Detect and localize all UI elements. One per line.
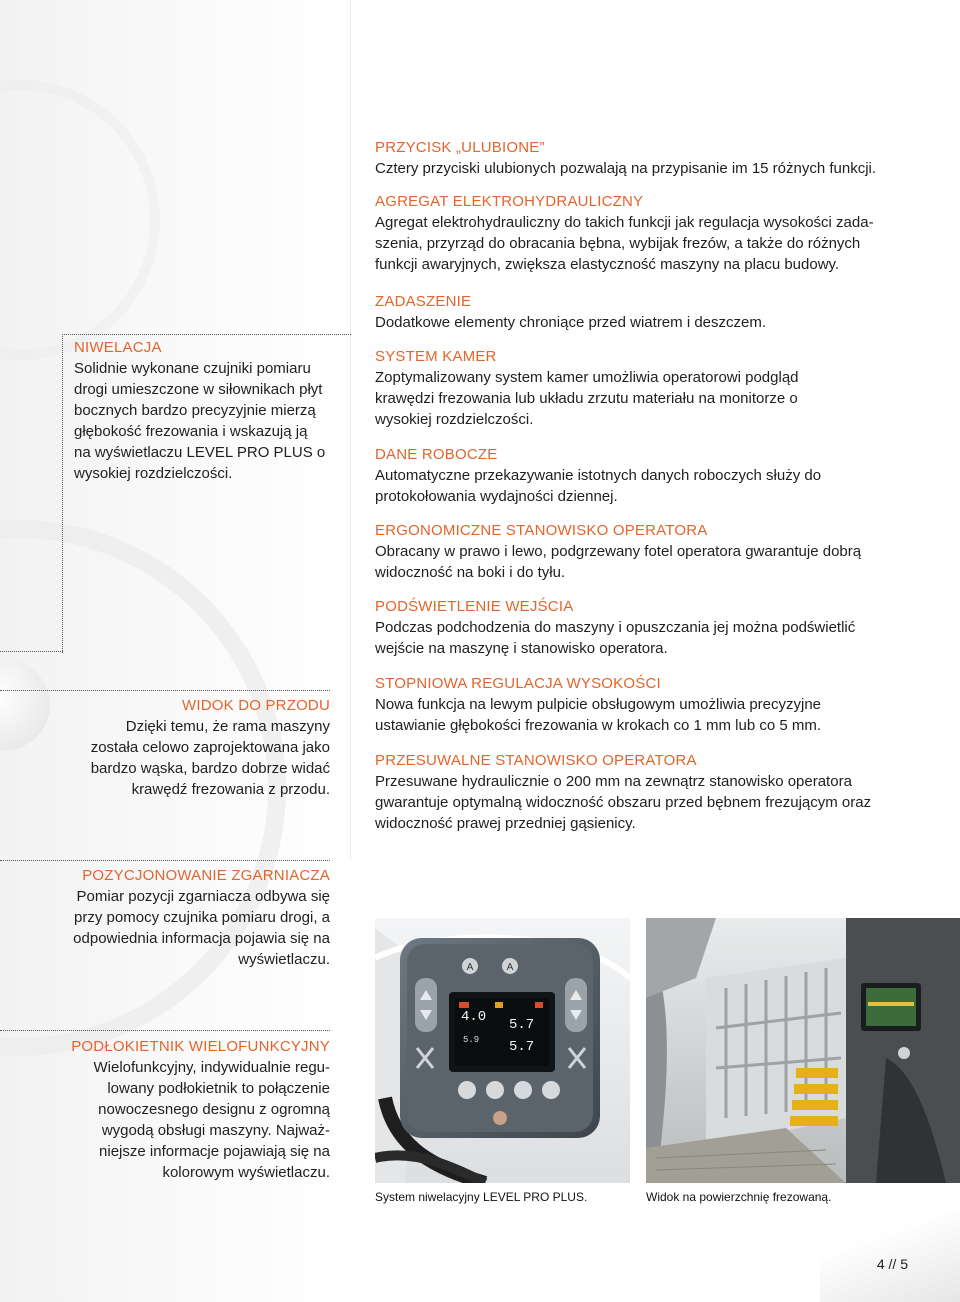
section-podlokietnik — [0, 1030, 330, 1183]
feature-text: Zoptymalizowany system kamer umożliwia operatorowi podgląd krawędzi frezowania lub układu zrzutu materiału na monitorze o wysokiej rozdzielczości. — [375, 369, 799, 428]
section-heading: POZYCJONOWANIE ZGARNIACZA — [82, 867, 330, 884]
feature-text: Automatyczne przekazywanie istotnych danych roboczych służy do protokołowania wydajności dziennej. — [375, 467, 822, 505]
display-value: 4.0 — [461, 1009, 487, 1025]
section-text: Dzięki temu, że rama maszyny została celowo zaprojektowana jako bardzo wąska, bardzo dobrze widać krawędź frezowania z przodu. — [90, 718, 330, 798]
section-text: Solidnie wykonane czujniki pomiaru drogi umieszczone w siłownikach płyt bocznych bardzo precyzyjnie mierzą głębokość frezowania i wskazują ją na wyświetlaczu LEVEL PRO PLUS o wysokiej rozdzielczości. — [74, 360, 326, 482]
feature-heading: ZADASZENIE — [375, 293, 472, 310]
section-niwelacja — [62, 334, 351, 653]
feature-heading: DANE ROBOCZE — [375, 446, 498, 463]
feature-heading: SYSTEM KAMER — [375, 348, 497, 365]
feature-heading: AGREGAT ELEKTROHYDRAULICZNY — [375, 193, 644, 210]
feature-text: Agregat elektrohydrauliczny do takich funkcji jak regulacja wysokości zada- szenia, przyrząd do obracania bębna, wybijak frezów, a także do różnych funkcji awaryjnych, zwiększa elastyczność maszyny na placu budowy. — [375, 214, 874, 273]
section-heading: WIDOK DO PRZODU — [182, 697, 330, 714]
section-heading: PODŁOKIETNIK WIELOFUNKCYJNY — [71, 1038, 330, 1055]
photo-milled-surface — [646, 918, 960, 1183]
display-value: 5.7 — [509, 1017, 535, 1033]
section-text: Pomiar pozycji zgarniacza odbywa się przy pomocy czujnika pomiaru drogi, a odpowiednia informacja pojawia się na wyświetlaczu. — [73, 888, 330, 968]
feature-heading: STOPNIOWA REGULACJA WYSOKOŚCI — [375, 675, 661, 692]
decorative-arc — [0, 80, 160, 360]
feature-text: Dodatkowe elementy chroniące przed wiatrem i deszczem. — [375, 314, 767, 331]
feature-system-kamer — [375, 347, 905, 430]
photo-level-pro-plus — [375, 918, 630, 1183]
feature-heading: PODŚWIETLENIE WEJŚCIA — [375, 598, 574, 615]
feature-text: Podczas podchodzenia do maszyny i opuszczania jej można podświetlić wejście na maszynę i stanowisko operatora. — [375, 619, 856, 657]
feature-heading: ERGONOMICZNE STANOWISKO OPERATORA — [375, 522, 708, 539]
control-panel-illustration — [375, 918, 630, 1183]
key-a-right: A — [506, 962, 514, 973]
photo-caption-left: System niwelacyjny LEVEL PRO PLUS. — [375, 1190, 588, 1204]
photo-caption-right: Widok na powierzchnię frezowaną. — [646, 1190, 832, 1204]
feature-heading: PRZYCISK „ULUBIONE” — [375, 139, 545, 156]
feature-zadaszenie — [375, 292, 905, 333]
display-value: 5.9 — [463, 1035, 480, 1045]
section-heading: NIWELACJA — [74, 339, 162, 356]
feature-ulubione — [375, 138, 905, 179]
milled-surface-illustration — [646, 918, 960, 1183]
display-value: 5.7 — [509, 1039, 535, 1055]
feature-text: Cztery przyciski ulubionych pozwalają na przypisanie im 15 różnych funkcji. — [375, 160, 877, 177]
feature-agregat — [375, 192, 905, 275]
feature-ergonomiczne-stanowisko — [375, 521, 905, 583]
page-number: 4 // 5 — [876, 1256, 908, 1272]
section-widok-do-przodu — [0, 690, 330, 800]
dotted-connector — [0, 651, 63, 652]
feature-text: Obracany w prawo i lewo, podgrzewany fotel operatora gwarantuje dobrą widoczność na boki i do tyłu. — [375, 543, 862, 581]
feature-stopniowa-regulacja — [375, 674, 905, 736]
section-text: Wielofunkcyjny, indywidualnie regu- lowany podłokietnik to połączenie nowoczesnego designu z ogromną wygodą obsługi maszyny. Najważ- niejsze informacje pojawiają się na kolorowym wyświetlaczu. — [93, 1059, 330, 1181]
feature-text: Nowa funkcja na lewym pulpicie obsługowym umożliwia precyzyjne ustawianie głębokości frezowania w krokach co 1 mm lub co 5 mm. — [375, 696, 822, 734]
feature-heading: PRZESUWALNE STANOWISKO OPERATORA — [375, 752, 697, 769]
key-a-left: A — [466, 962, 474, 973]
feature-dane-robocze — [375, 445, 905, 507]
section-pozycjonowanie-zgarniacza — [0, 860, 330, 970]
feature-list — [375, 0, 905, 860]
feature-podswietlenie-wejscia — [375, 597, 905, 659]
feature-przesuwalne-stanowisko — [375, 751, 905, 834]
feature-text: Przesuwane hydraulicznie o 200 mm na zewnątrz stanowisko operatora gwarantuje optymalną widoczność obszaru przed bębnem frezującym oraz widoczność prawej przedniej gąsienicy. — [375, 773, 872, 832]
